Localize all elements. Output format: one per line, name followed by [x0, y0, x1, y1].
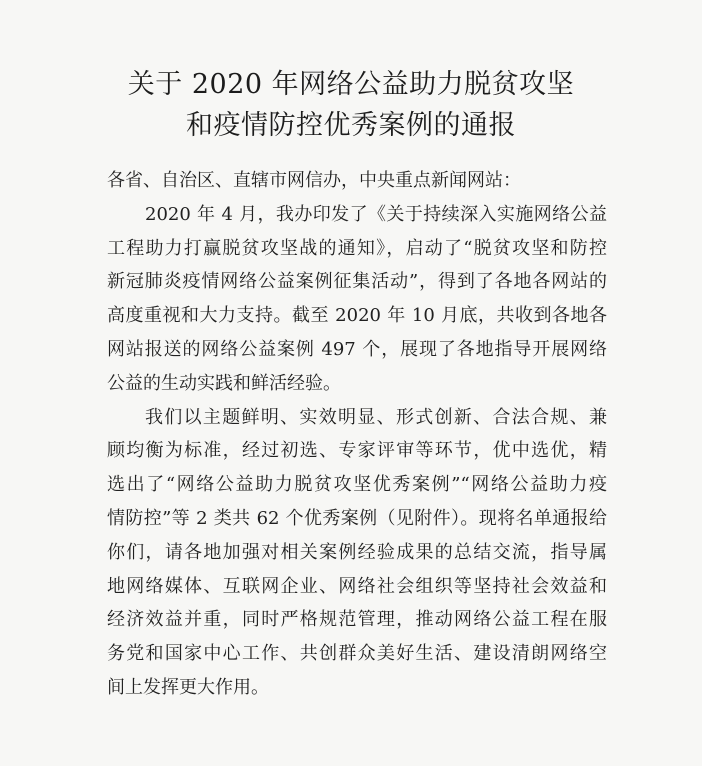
paragraph-1-line: 高度重视和大力支持。截至 2020 年 10 月底，共收到各地各 — [107, 305, 607, 327]
paragraph-2-line: 你们，请各地加强对相关案例经验成果的总结交流，指导属 — [107, 541, 607, 563]
paragraph-2-line: 务党和国家中心工作、共创群众美好生活、建设清朗网络空 — [107, 643, 607, 665]
paragraph-2-line: 间上发挥更大作用。 — [107, 676, 269, 698]
paragraph-1-line: 工程助力打赢脱贫攻坚战的通知》，启动了“脱贫攻坚和防控 — [107, 237, 607, 259]
document-title-line-1: 关于 2020 年网络公益助力脱贫攻坚 — [127, 69, 575, 100]
paragraph-2-line: 选出了“网络公益助力脱贫攻坚优秀案例”“网络公益助力疫 — [107, 474, 607, 496]
paragraph-1-line: 公益的生动实践和鲜活经验。 — [107, 372, 341, 394]
paragraph-2-line: 顾均衡为标准，经过初选、专家评审等环节，优中选优，精 — [107, 440, 607, 462]
document-body — [107, 164, 607, 705]
paragraph-2-line: 我们以主题鲜明、实效明显、形式创新、合法合规、兼 — [145, 406, 607, 428]
document-title-line-2: 和疫情防控优秀案例的通报 — [186, 110, 516, 141]
paragraph-2-line: 地网络媒体、互联网企业、网络社会组织等坚持社会效益和 — [107, 575, 607, 597]
paragraph-1-line: 2020 年 4 月，我办印发了《关于持续深入实施网络公益 — [145, 203, 607, 225]
salutation: 各省、自治区、直辖市网信办，中央重点新闻网站： — [107, 170, 521, 191]
paragraph-1-line: 网站报送的网络公益案例 497 个，展现了各地指导开展网络 — [107, 338, 607, 360]
paragraph-1-line: 新冠肺炎疫情网络公益案例征集活动”，得到了各地各网站的 — [107, 271, 607, 293]
paragraph-2-line: 经济效益并重，同时严格规范管理，推动网络公益工程在服 — [107, 609, 607, 631]
paragraph-2-line: 情防控”等 2 类共 62 个优秀案例（见附件）。现将名单通报给 — [107, 507, 607, 529]
